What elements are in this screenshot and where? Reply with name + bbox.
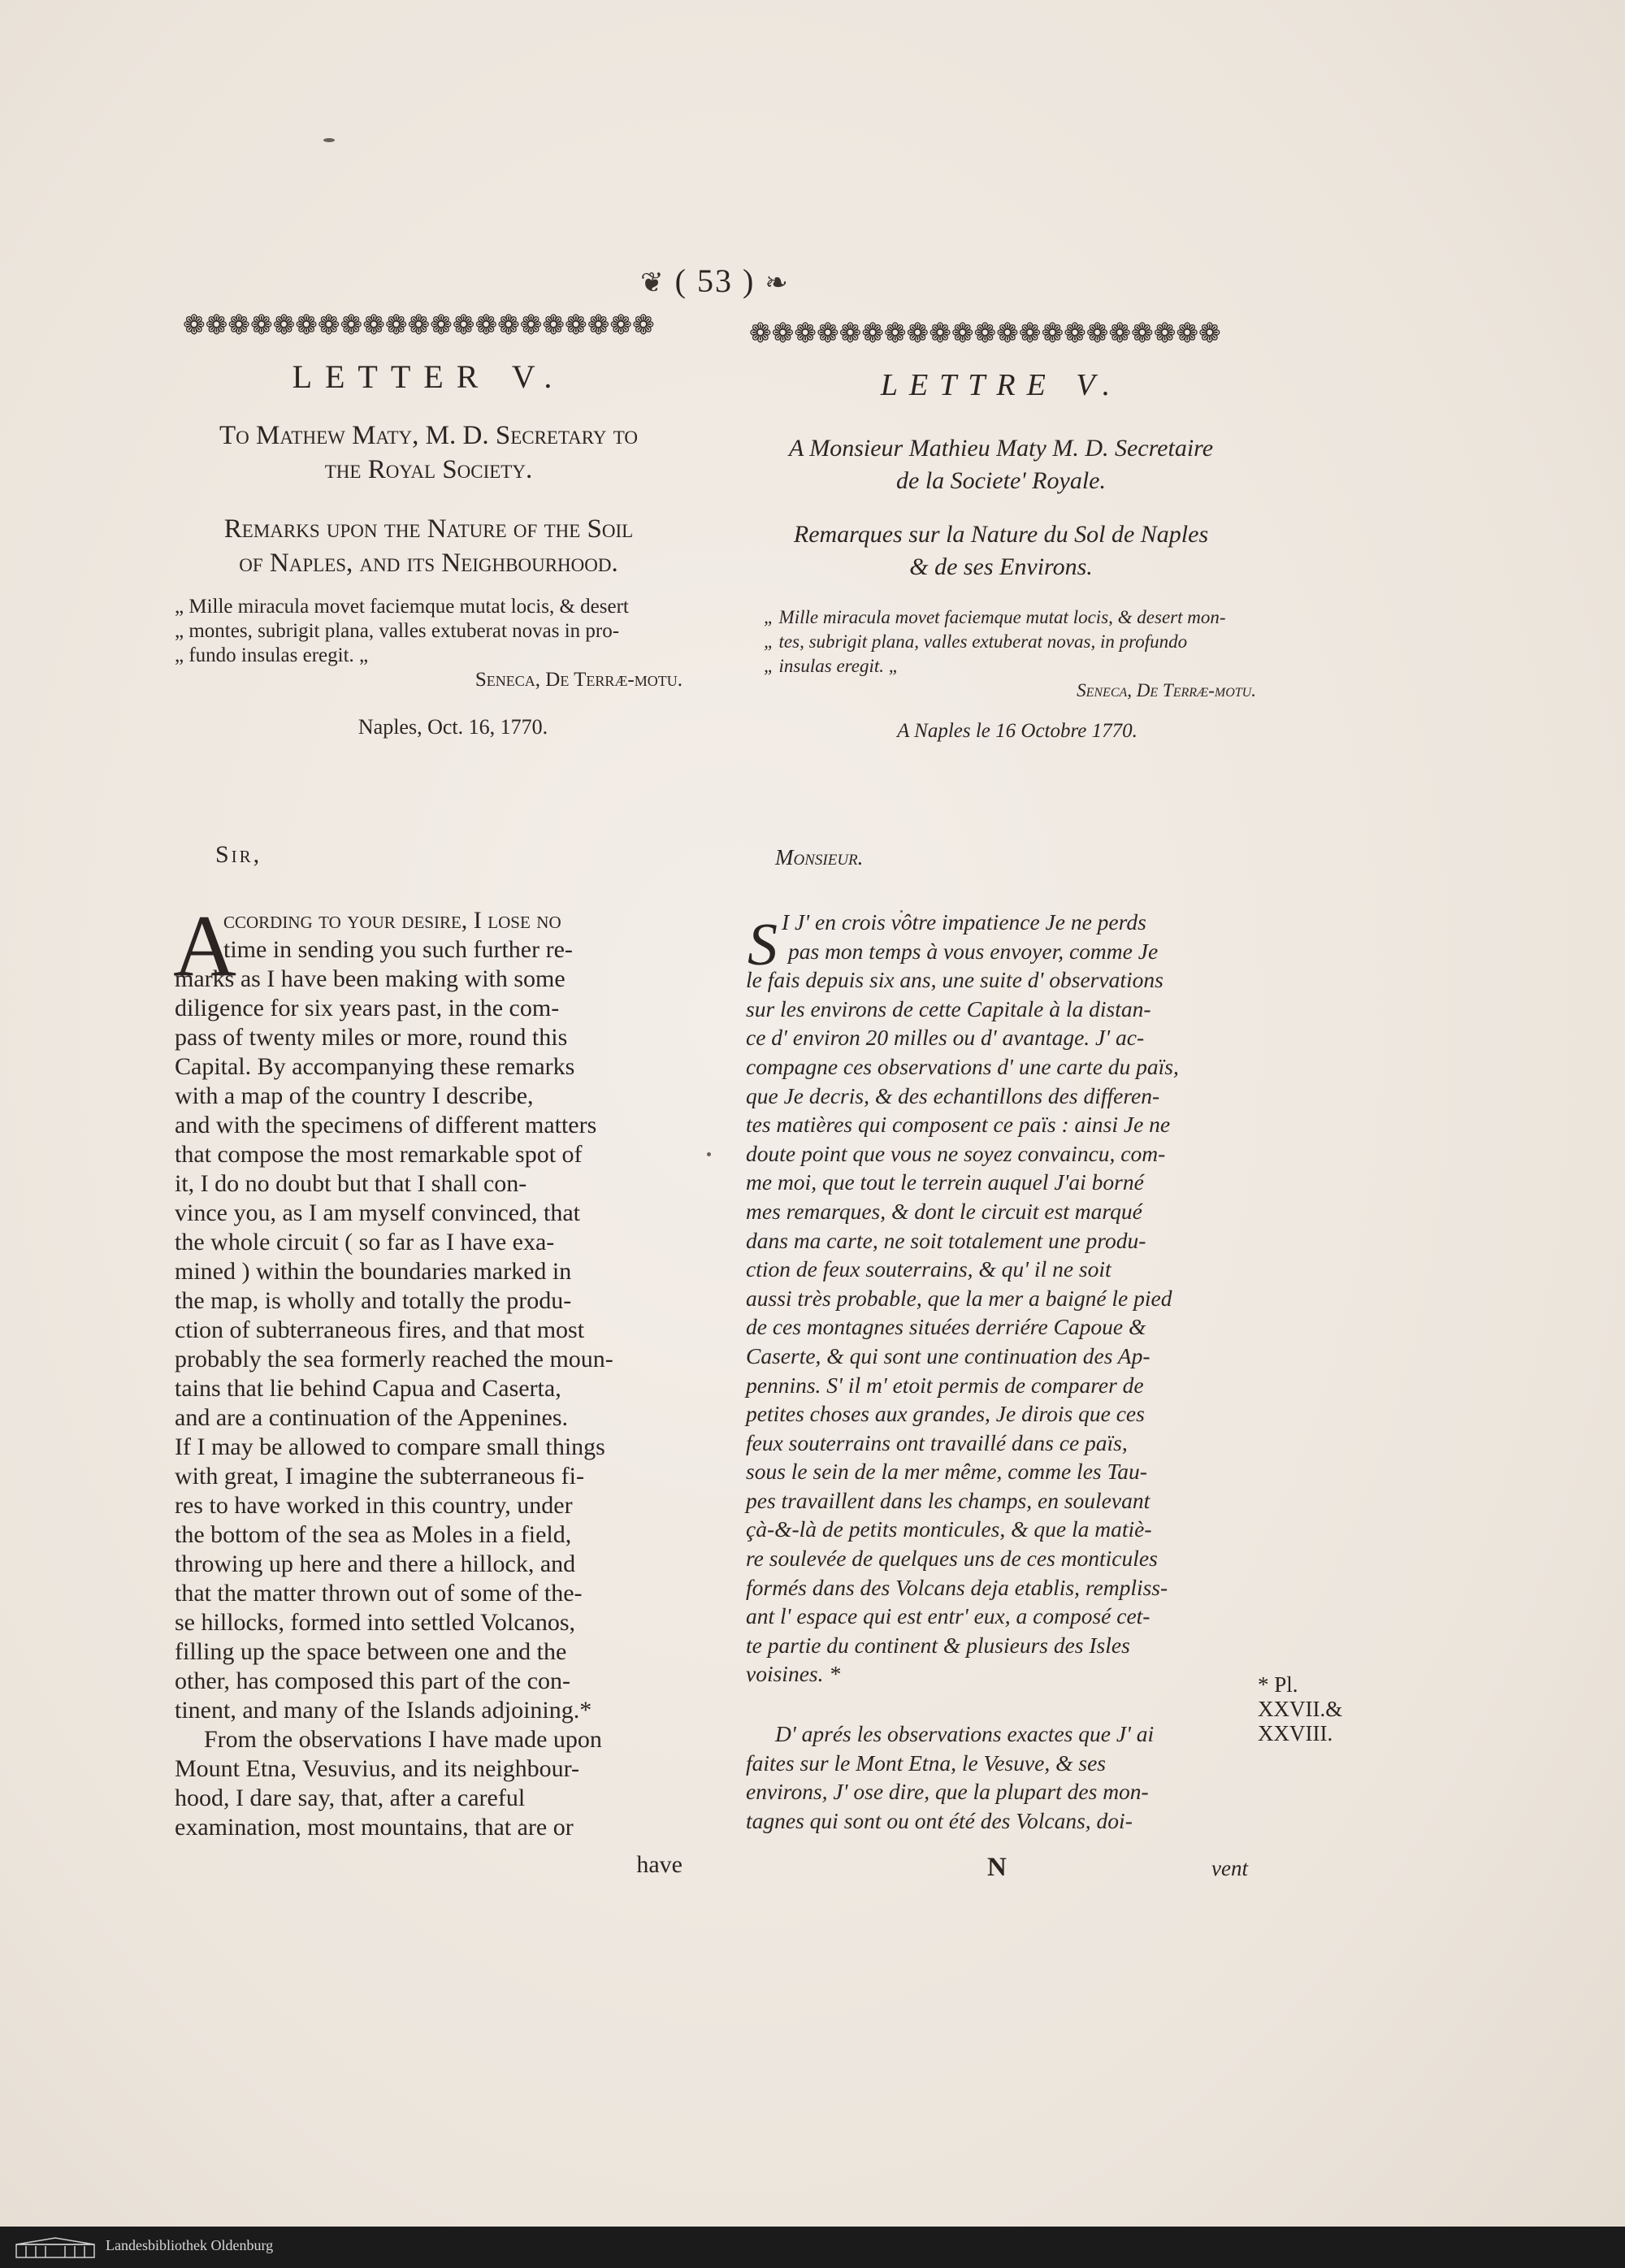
address-line: the Royal Society. xyxy=(324,455,533,484)
text-line: re soulevée de quelques uns de ces monticules xyxy=(746,1546,1158,1572)
library-name: Landesbibliothek Oldenburg xyxy=(106,2237,274,2253)
text-line: te partie du continent & plusieurs des Isles xyxy=(746,1632,1130,1658)
text-line: de ces montagnes situées derriére Capoue & xyxy=(746,1314,1146,1340)
text-line: petites choses aux grandes, Je dirois que ces xyxy=(746,1401,1145,1427)
epigraph-line: „ tes, subrigit plana, valles extuberat novas, in profundo xyxy=(764,631,1188,652)
text-line: ction de feux souterrains, & qu' il ne soit xyxy=(746,1256,1112,1282)
text-line: que Je decris, & des echantillons des differen- xyxy=(746,1082,1160,1108)
left-ornament-icon: ❦ xyxy=(640,268,665,298)
text-line: time in sending you such further re- xyxy=(223,936,573,963)
margin-note-line: XXVII.& xyxy=(1258,1697,1343,1721)
text-line: filling up the space between one and the xyxy=(175,1638,567,1665)
paper-speck xyxy=(707,1152,711,1156)
epigraph-line: „ fundo insulas eregit. „ xyxy=(175,644,369,666)
text-line: with great, I imagine the subterraneous fi- xyxy=(175,1463,584,1490)
text-line: examination, most mountains, that are or xyxy=(175,1814,574,1841)
text-line: it, I do no doubt but that I shall con- xyxy=(175,1170,527,1197)
text-line: tes matières qui composent ce païs : ainsi Je ne xyxy=(746,1112,1171,1138)
salutation-english: Sir, xyxy=(215,841,262,868)
remarks-line: of Naples, and its Neighbourhood. xyxy=(239,549,618,578)
library-footer-bar xyxy=(0,2227,1625,2268)
body-text-french xyxy=(746,908,1256,1835)
address-english xyxy=(175,418,682,487)
text-line: mes remarques, & dont le circuit est marqué xyxy=(746,1198,1142,1224)
dateline-english: Naples, Oct. 16, 1770. xyxy=(358,715,548,739)
text-line: with a map of the country I describe, xyxy=(175,1082,534,1109)
epigraph-line: „ Mille miracula movet faciemque mutat locis, & desert mon- xyxy=(764,607,1226,627)
text-line: ce d' environ 20 milles ou d' avantage. J' ac- xyxy=(746,1025,1145,1051)
epigraph-french xyxy=(764,605,1274,703)
text-line: feux souterrains ont travaillé dans ce païs, xyxy=(746,1429,1128,1455)
drop-cap-english: A xyxy=(173,898,236,995)
text-line: If I may be allowed to compare small things xyxy=(175,1433,605,1460)
text-line: probably the sea formerly reached the moun- xyxy=(175,1346,613,1373)
ornamental-rule-left: ❁❁❁❁❁❁❁❁❁❁❁❁❁❁❁❁❁❁❁❁❁ xyxy=(183,311,655,340)
epigraph-line: „ insulas eregit. „ xyxy=(764,656,899,676)
text-line: le fais depuis six ans, une suite d' observations xyxy=(746,967,1164,993)
address-line: A Monsieur Mathieu Maty M. D. Secretaire xyxy=(788,435,1214,462)
catchword-english: have xyxy=(636,1851,682,1878)
text-line: res to have worked in this country, under xyxy=(175,1492,573,1519)
right-ornament-icon: ❧ xyxy=(765,268,790,298)
text-line: dans ma carte, ne soit totalement une produ- xyxy=(746,1227,1146,1253)
text-line: and are a continuation of the Appenines. xyxy=(175,1404,569,1431)
text-line: formés dans des Volcans deja etablis, rempliss- xyxy=(746,1574,1168,1600)
epigraph-english xyxy=(175,595,682,692)
text-line: the whole circuit ( so far as I have exa- xyxy=(175,1229,555,1255)
text-line: se hillocks, formed into settled Volcanos, xyxy=(175,1609,575,1636)
text-line: From the observations I have made upon xyxy=(204,1726,602,1753)
epigraph-line: „ Mille miracula movet faciemque mutat locis, & desert xyxy=(175,596,629,618)
paper-speck xyxy=(323,138,335,142)
text-line: the bottom of the sea as Moles in a field, xyxy=(175,1521,572,1548)
text-line: throwing up here and there a hillock, and xyxy=(175,1550,576,1577)
remarks-heading-english xyxy=(175,512,682,580)
text-line: mined ) within the boundaries marked in xyxy=(175,1258,572,1285)
text-line: sous le sein de la mer même, comme les Tau- xyxy=(746,1459,1147,1485)
text-line: sur les environs de cette Capitale à la distan- xyxy=(746,995,1151,1021)
text-line: pass of twenty miles or more, round this xyxy=(175,1024,568,1051)
text-line: me moi, que tout le terrein auquel J'ai borné xyxy=(746,1169,1144,1195)
text-line: tinent, and many of the Islands adjoining.* xyxy=(175,1697,592,1724)
signature-mark: N xyxy=(987,1853,1007,1882)
text-line: I J' en crois vôtre impatience Je ne perds xyxy=(782,909,1146,935)
address-line: de la Societe' Royale. xyxy=(896,467,1106,494)
body-text-english xyxy=(173,898,682,1842)
text-line: aussi très probable, que la mer a baigné le pied xyxy=(746,1285,1172,1311)
text-line: tains that lie behind Capua and Caserta, xyxy=(175,1375,561,1402)
letter-title-english: LETTER V. xyxy=(292,358,566,395)
text-line: faites sur le Mont Etna, le Vesuve, & ses xyxy=(746,1750,1106,1776)
text-line: vince you, as I am myself convinced, that xyxy=(175,1199,581,1226)
address-line: To Mathew Maty, M. D. Secretary to xyxy=(219,421,638,450)
margin-note-line: * Pl. xyxy=(1258,1672,1298,1697)
text-line: ant l' espace qui est entr' eux, a composé cet- xyxy=(746,1603,1150,1629)
library-building-icon xyxy=(15,2236,96,2259)
text-line: that the matter thrown out of some of the- xyxy=(175,1580,583,1607)
text-line: pes travaillent dans les champs, en soulevant xyxy=(746,1487,1150,1513)
epigraph-attribution: Seneca, De Terræ-motu. xyxy=(474,669,682,691)
text-line: the map, is wholly and totally the produ- xyxy=(175,1287,572,1314)
text-line: tagnes qui sont ou ont été des Volcans, doi- xyxy=(746,1807,1133,1833)
text-line: ction of subterraneous fires, and that most xyxy=(175,1316,585,1343)
remarks-heading-french xyxy=(746,518,1256,583)
margin-note-plates xyxy=(1258,1672,1342,1745)
drop-cap-french: S xyxy=(748,912,778,978)
address-french xyxy=(746,432,1256,497)
text-line: D' aprés les observations exactes que J' ai xyxy=(775,1721,1155,1747)
remarks-line: Remarks upon the Nature of the Soil xyxy=(223,514,634,544)
text-line: pas mon temps à vous envoyer, comme Je xyxy=(788,938,1159,964)
text-line: that compose the most remarkable spot of xyxy=(175,1141,583,1168)
text-line: voisines. * xyxy=(746,1661,841,1687)
text-line: doute point que vous ne soyez convaincu, com- xyxy=(746,1140,1166,1166)
text-line: çà-&-là de petits monticules, & que la matiè- xyxy=(746,1516,1152,1542)
text-line: other, has composed this part of the con- xyxy=(175,1667,571,1694)
salutation-french: Monsieur. xyxy=(775,845,864,869)
epigraph-line: „ montes, subrigit plana, valles extuberat novas in pro- xyxy=(175,620,620,642)
paragraph-gap xyxy=(746,1689,1256,1719)
letter-title-french: LETTRE V. xyxy=(880,368,1122,402)
catchword-french: vent xyxy=(1211,1856,1248,1880)
text-line: pennins. S' il m' etoit permis de comparer de xyxy=(746,1372,1144,1398)
ornamental-rule-right: ❁❁❁❁❁❁❁❁❁❁❁❁❁❁❁❁❁❁❁❁❁ xyxy=(749,319,1221,349)
dateline-french: A Naples le 16 Octobre 1770. xyxy=(897,720,1138,742)
page-number: ( 53 ) xyxy=(674,262,756,299)
text-line: Capital. By accompanying these remarks xyxy=(175,1053,575,1080)
text-line: marks as I have been making with some xyxy=(175,965,566,992)
text-line: diligence for six years past, in the com- xyxy=(175,995,560,1021)
text-line: hood, I dare say, that, after a careful xyxy=(175,1784,526,1811)
text-line: compagne ces observations d' une carte du païs, xyxy=(746,1053,1179,1079)
text-line: and with the specimens of different matters xyxy=(175,1112,597,1138)
text-line: ccording to your desire, I lose no xyxy=(223,907,561,934)
text-line: Caserte, & qui sont une continuation des Ap- xyxy=(746,1342,1150,1368)
text-line: environs, J' ose dire, que la plupart des mon- xyxy=(746,1779,1149,1805)
remarks-line: Remarques sur la Nature du Sol de Naples xyxy=(793,521,1209,548)
remarks-line: & de ses Environs. xyxy=(909,553,1093,580)
margin-note-line: XXVIII. xyxy=(1258,1721,1333,1745)
page-number-header xyxy=(634,262,796,310)
epigraph-attribution: Seneca, De Terræ-motu. xyxy=(1077,680,1256,700)
text-line: Mount Etna, Vesuvius, and its neighbour- xyxy=(175,1755,579,1782)
